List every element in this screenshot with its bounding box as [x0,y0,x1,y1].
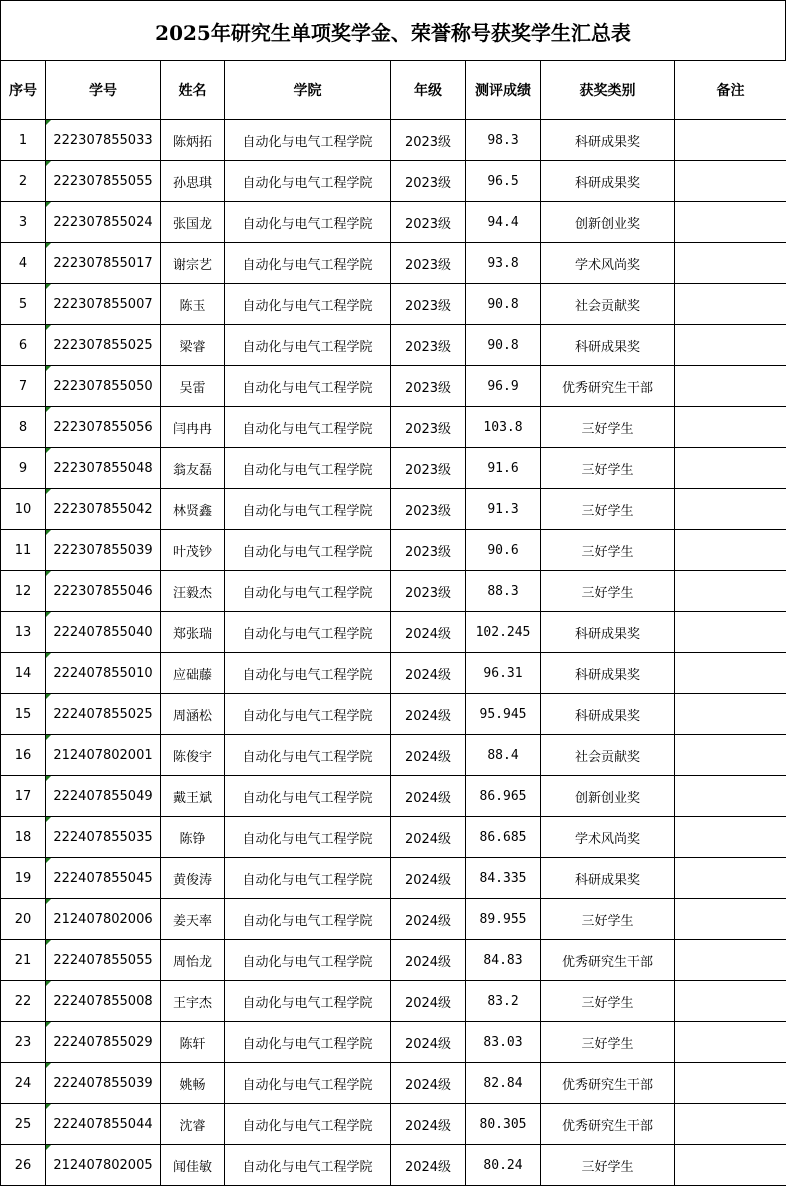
cell-student-id[interactable]: 222307855048 [46,448,161,489]
cell-score[interactable]: 88.4 [466,735,541,776]
cell-score[interactable]: 83.03 [466,1022,541,1063]
cell-college[interactable]: 自动化与电气工程学院 [225,858,391,899]
cell-name[interactable]: 陈玉 [161,284,225,325]
cell-note[interactable] [675,448,786,489]
cell-grade[interactable]: 2024级 [391,858,466,899]
cell-note[interactable] [675,899,786,940]
cell-score[interactable]: 90.6 [466,530,541,571]
table-row [1,243,786,284]
cell-name[interactable]: 沈睿 [161,1104,225,1145]
cell-award[interactable]: 学术风尚奖 [541,817,675,858]
table-row [1,940,786,981]
cell-student-id[interactable]: 222407855010 [46,653,161,694]
header-note[interactable]: 备注 [675,61,786,120]
cell-student-id[interactable]: 222307855039 [46,530,161,571]
cell-no[interactable]: 1 [1,120,46,161]
table-row [1,325,786,366]
cell-score[interactable]: 102.245 [466,612,541,653]
cell-score[interactable]: 90.8 [466,325,541,366]
cell-college[interactable]: 自动化与电气工程学院 [225,366,391,407]
table-row [1,120,786,161]
cell-award[interactable]: 三好学生 [541,571,675,612]
cell-student-id[interactable]: 222307855046 [46,571,161,612]
cell-no[interactable]: 2 [1,161,46,202]
cell-no[interactable]: 11 [1,530,46,571]
cell-name[interactable]: 叶茂钞 [161,530,225,571]
cell-no[interactable]: 21 [1,940,46,981]
cell-college[interactable]: 自动化与电气工程学院 [225,161,391,202]
cell-student-id[interactable]: 222407855029 [46,1022,161,1063]
header-row [1,61,786,120]
cell-note[interactable] [675,694,786,735]
table-row [1,407,786,448]
cell-score[interactable]: 93.8 [466,243,541,284]
cell-score[interactable]: 89.955 [466,899,541,940]
cell-award[interactable]: 创新创业奖 [541,776,675,817]
cell-score[interactable]: 88.3 [466,571,541,612]
cell-name[interactable]: 陈俊宇 [161,735,225,776]
cell-college[interactable]: 自动化与电气工程学院 [225,1104,391,1145]
cell-award[interactable]: 科研成果奖 [541,694,675,735]
cell-name[interactable]: 戴王斌 [161,776,225,817]
cell-name[interactable]: 孙思琪 [161,161,225,202]
cell-grade[interactable]: 2023级 [391,243,466,284]
cell-award[interactable]: 社会贡献奖 [541,284,675,325]
cell-name[interactable]: 姚畅 [161,1063,225,1104]
cell-grade[interactable]: 2024级 [391,776,466,817]
cell-note[interactable] [675,243,786,284]
cell-score[interactable]: 96.5 [466,161,541,202]
cell-award[interactable]: 三好学生 [541,530,675,571]
cell-grade[interactable]: 2024级 [391,1104,466,1145]
cell-grade[interactable]: 2023级 [391,530,466,571]
cell-grade[interactable]: 2024级 [391,653,466,694]
table-row [1,1104,786,1145]
cell-note[interactable] [675,1145,786,1186]
cell-score[interactable]: 96.31 [466,653,541,694]
cell-score[interactable]: 84.83 [466,940,541,981]
cell-score[interactable]: 91.3 [466,489,541,530]
cell-college[interactable]: 自动化与电气工程学院 [225,202,391,243]
table-row [1,448,786,489]
cell-award[interactable]: 三好学生 [541,1022,675,1063]
cell-name[interactable]: 陈铮 [161,817,225,858]
cell-no[interactable]: 15 [1,694,46,735]
table-row [1,489,786,530]
cell-note[interactable] [675,940,786,981]
cell-grade[interactable]: 2024级 [391,694,466,735]
cell-name[interactable]: 梁睿 [161,325,225,366]
cell-no[interactable]: 25 [1,1104,46,1145]
cell-note[interactable] [675,366,786,407]
cell-college[interactable]: 自动化与电气工程学院 [225,612,391,653]
table-row [1,694,786,735]
cell-no[interactable]: 24 [1,1063,46,1104]
cell-name[interactable]: 陈炳拓 [161,120,225,161]
cell-name[interactable]: 闫冉冉 [161,407,225,448]
cell-score[interactable]: 80.24 [466,1145,541,1186]
cell-name[interactable]: 姜天率 [161,899,225,940]
cell-college[interactable]: 自动化与电气工程学院 [225,325,391,366]
cell-student-id[interactable]: 222307855050 [46,366,161,407]
cell-award[interactable]: 学术风尚奖 [541,243,675,284]
cell-college[interactable]: 自动化与电气工程学院 [225,284,391,325]
header-name[interactable]: 姓名 [161,61,225,120]
cell-no[interactable]: 26 [1,1145,46,1186]
cell-note[interactable] [675,530,786,571]
cell-score[interactable]: 98.3 [466,120,541,161]
cell-college[interactable]: 自动化与电气工程学院 [225,489,391,530]
cell-grade[interactable]: 2023级 [391,366,466,407]
cell-note[interactable] [675,202,786,243]
table-row [1,653,786,694]
cell-college[interactable]: 自动化与电气工程学院 [225,940,391,981]
cell-note[interactable] [675,817,786,858]
cell-student-id[interactable]: 222307855055 [46,161,161,202]
cell-student-id[interactable]: 222407855045 [46,858,161,899]
cell-grade[interactable]: 2024级 [391,981,466,1022]
cell-no[interactable]: 18 [1,817,46,858]
page-title: 2025年研究生单项奖学金、荣誉称号获奖学生汇总表 [0,0,786,61]
cell-name[interactable]: 张国龙 [161,202,225,243]
table-row [1,776,786,817]
cell-college[interactable]: 自动化与电气工程学院 [225,653,391,694]
cell-student-id[interactable]: 222407855008 [46,981,161,1022]
cell-score[interactable]: 82.84 [466,1063,541,1104]
cell-no[interactable]: 8 [1,407,46,448]
cell-note[interactable] [675,489,786,530]
cell-college[interactable]: 自动化与电气工程学院 [225,243,391,284]
cell-student-id[interactable]: 222307855025 [46,325,161,366]
cell-student-id[interactable]: 222407855025 [46,694,161,735]
cell-no[interactable]: 19 [1,858,46,899]
cell-score[interactable]: 80.305 [466,1104,541,1145]
cell-student-id[interactable]: 222307855033 [46,120,161,161]
table-row [1,981,786,1022]
cell-name[interactable]: 汪毅杰 [161,571,225,612]
cell-award[interactable]: 社会贡献奖 [541,735,675,776]
table-row [1,612,786,653]
cell-grade[interactable]: 2024级 [391,899,466,940]
cell-name[interactable]: 翁友磊 [161,448,225,489]
cell-score[interactable]: 86.965 [466,776,541,817]
cell-no[interactable]: 7 [1,366,46,407]
cell-college[interactable]: 自动化与电气工程学院 [225,530,391,571]
cell-note[interactable] [675,407,786,448]
cell-award[interactable]: 创新创业奖 [541,202,675,243]
cell-no[interactable]: 10 [1,489,46,530]
table-row [1,817,786,858]
cell-college[interactable]: 自动化与电气工程学院 [225,817,391,858]
cell-student-id[interactable]: 222307855007 [46,284,161,325]
award-table [0,60,786,1186]
cell-no[interactable]: 17 [1,776,46,817]
cell-award[interactable]: 三好学生 [541,899,675,940]
cell-no[interactable]: 5 [1,284,46,325]
table-row [1,202,786,243]
table-row [1,1063,786,1104]
cell-note[interactable] [675,571,786,612]
cell-note[interactable] [675,325,786,366]
cell-award[interactable]: 科研成果奖 [541,120,675,161]
cell-note[interactable] [675,1063,786,1104]
cell-student-id[interactable]: 222307855017 [46,243,161,284]
cell-student-id[interactable]: 212407802006 [46,899,161,940]
header-grade[interactable]: 年级 [391,61,466,120]
table-body [1,120,786,1186]
cell-award[interactable]: 三好学生 [541,1145,675,1186]
table-row [1,530,786,571]
cell-college[interactable]: 自动化与电气工程学院 [225,407,391,448]
cell-grade[interactable]: 2024级 [391,1022,466,1063]
cell-student-id[interactable]: 222407855044 [46,1104,161,1145]
cell-name[interactable]: 谢宗艺 [161,243,225,284]
cell-award[interactable]: 三好学生 [541,489,675,530]
table-row [1,1145,786,1186]
cell-name[interactable]: 应础藤 [161,653,225,694]
cell-student-id[interactable]: 212407802001 [46,735,161,776]
table-row [1,899,786,940]
cell-note[interactable] [675,612,786,653]
cell-score[interactable]: 95.945 [466,694,541,735]
header-no[interactable]: 序号 [1,61,46,120]
cell-award[interactable]: 优秀研究生干部 [541,366,675,407]
cell-grade[interactable]: 2024级 [391,1145,466,1186]
cell-student-id[interactable]: 222407855040 [46,612,161,653]
cell-college[interactable]: 自动化与电气工程学院 [225,120,391,161]
cell-score[interactable]: 90.8 [466,284,541,325]
table-row [1,366,786,407]
cell-student-id[interactable]: 212407802005 [46,1145,161,1186]
cell-college[interactable]: 自动化与电气工程学院 [225,1063,391,1104]
table-row [1,161,786,202]
cell-score[interactable]: 86.685 [466,817,541,858]
cell-score[interactable]: 84.335 [466,858,541,899]
cell-grade[interactable]: 2023级 [391,202,466,243]
cell-college[interactable]: 自动化与电气工程学院 [225,981,391,1022]
cell-grade[interactable]: 2023级 [391,489,466,530]
cell-award[interactable]: 三好学生 [541,407,675,448]
cell-note[interactable] [675,776,786,817]
cell-grade[interactable]: 2024级 [391,817,466,858]
cell-note[interactable] [675,161,786,202]
cell-college[interactable]: 自动化与电气工程学院 [225,776,391,817]
cell-name[interactable]: 陈轩 [161,1022,225,1063]
cell-college[interactable]: 自动化与电气工程学院 [225,571,391,612]
cell-award[interactable]: 科研成果奖 [541,653,675,694]
cell-no[interactable]: 22 [1,981,46,1022]
cell-note[interactable] [675,981,786,1022]
cell-no[interactable]: 23 [1,1022,46,1063]
cell-name[interactable]: 王宇杰 [161,981,225,1022]
cell-college[interactable]: 自动化与电气工程学院 [225,735,391,776]
cell-name[interactable]: 林贤鑫 [161,489,225,530]
cell-no[interactable]: 14 [1,653,46,694]
cell-score[interactable]: 103.8 [466,407,541,448]
cell-no[interactable]: 6 [1,325,46,366]
cell-award[interactable]: 优秀研究生干部 [541,1104,675,1145]
cell-name[interactable]: 周怡龙 [161,940,225,981]
cell-note[interactable] [675,120,786,161]
cell-note[interactable] [675,653,786,694]
cell-no[interactable]: 16 [1,735,46,776]
cell-name[interactable]: 郑张瑞 [161,612,225,653]
cell-student-id[interactable]: 222407855035 [46,817,161,858]
cell-college[interactable]: 自动化与电气工程学院 [225,448,391,489]
cell-note[interactable] [675,1022,786,1063]
cell-no[interactable]: 12 [1,571,46,612]
cell-no[interactable]: 20 [1,899,46,940]
cell-grade[interactable]: 2023级 [391,284,466,325]
header-college[interactable]: 学院 [225,61,391,120]
table-row [1,858,786,899]
cell-award[interactable]: 科研成果奖 [541,612,675,653]
cell-award[interactable]: 优秀研究生干部 [541,1063,675,1104]
table-row [1,571,786,612]
cell-note[interactable] [675,858,786,899]
cell-student-id[interactable]: 222407855049 [46,776,161,817]
cell-student-id[interactable]: 222407855039 [46,1063,161,1104]
header-award[interactable]: 获奖类别 [541,61,675,120]
cell-name[interactable]: 闻佳敏 [161,1145,225,1186]
cell-award[interactable]: 科研成果奖 [541,161,675,202]
cell-award[interactable]: 三好学生 [541,448,675,489]
table-row [1,1022,786,1063]
cell-score[interactable]: 94.4 [466,202,541,243]
cell-award[interactable]: 科研成果奖 [541,858,675,899]
cell-grade[interactable]: 2023级 [391,120,466,161]
cell-grade[interactable]: 2024级 [391,1063,466,1104]
cell-name[interactable]: 周涵松 [161,694,225,735]
cell-award[interactable]: 三好学生 [541,981,675,1022]
cell-grade[interactable]: 2024级 [391,612,466,653]
cell-no[interactable]: 9 [1,448,46,489]
cell-no[interactable]: 13 [1,612,46,653]
cell-no[interactable]: 3 [1,202,46,243]
cell-name[interactable]: 吴雷 [161,366,225,407]
cell-grade[interactable]: 2024级 [391,940,466,981]
cell-award[interactable]: 优秀研究生干部 [541,940,675,981]
table-row [1,284,786,325]
cell-grade[interactable]: 2023级 [391,448,466,489]
cell-student-id[interactable]: 222307855056 [46,407,161,448]
cell-college[interactable]: 自动化与电气工程学院 [225,1022,391,1063]
cell-college[interactable]: 自动化与电气工程学院 [225,1145,391,1186]
table-row [1,735,786,776]
cell-college[interactable]: 自动化与电气工程学院 [225,899,391,940]
cell-student-id[interactable]: 222307855042 [46,489,161,530]
cell-name[interactable]: 黄俊涛 [161,858,225,899]
cell-no[interactable]: 4 [1,243,46,284]
cell-student-id[interactable]: 222407855055 [46,940,161,981]
cell-score[interactable]: 83.2 [466,981,541,1022]
header-score[interactable]: 测评成绩 [466,61,541,120]
cell-student-id[interactable]: 222307855024 [46,202,161,243]
cell-grade[interactable]: 2024级 [391,735,466,776]
cell-award[interactable]: 科研成果奖 [541,325,675,366]
cell-score[interactable]: 96.9 [466,366,541,407]
cell-college[interactable]: 自动化与电气工程学院 [225,694,391,735]
cell-note[interactable] [675,284,786,325]
cell-grade[interactable]: 2023级 [391,571,466,612]
cell-grade[interactable]: 2023级 [391,325,466,366]
cell-grade[interactable]: 2023级 [391,407,466,448]
cell-grade[interactable]: 2023级 [391,161,466,202]
cell-note[interactable] [675,1104,786,1145]
header-student-id[interactable]: 学号 [46,61,161,120]
cell-note[interactable] [675,735,786,776]
cell-score[interactable]: 91.6 [466,448,541,489]
